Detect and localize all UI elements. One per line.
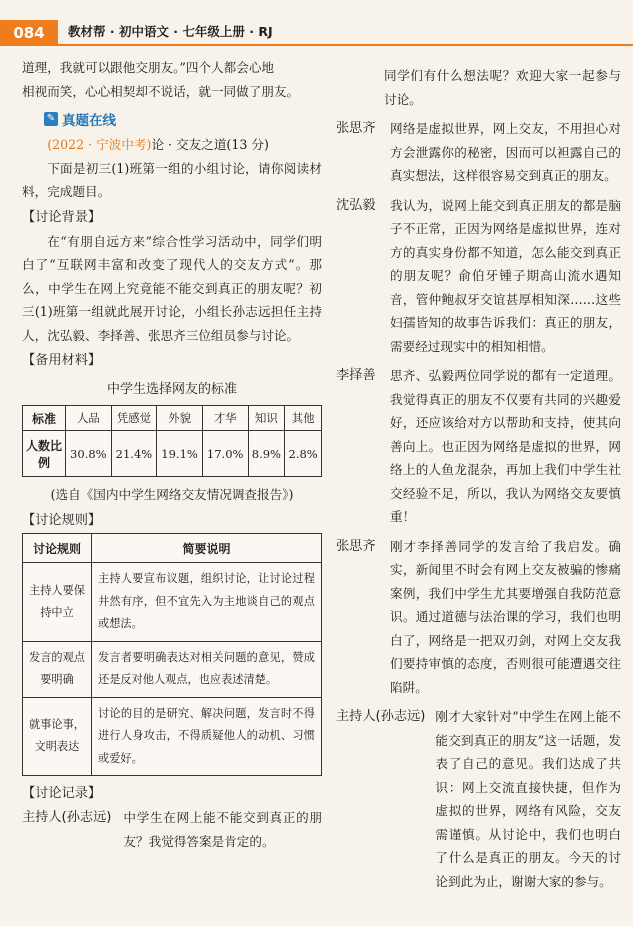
table-row (23, 431, 322, 477)
table-row (23, 406, 322, 431)
speaker-name: 张思齐 (336, 121, 376, 136)
table-row (23, 641, 322, 697)
intro-line-2: 相视而笑，心心相契却不说话，就一同做了朋友。 (22, 83, 300, 99)
speaker-text: 思齐、弘毅两位同学说的都有一定道理。我觉得真正的朋友不仅要有共同的兴趣爱好，还应该给对方以帮助和支持，使其向善向上。也正因为网络是虚拟的世界，网络上的人鱼龙混杂，再加上我们中学生社交经验不足，所以，我认为网络交友要慎重！ (390, 368, 621, 524)
table-header-cell: 才华 (202, 406, 248, 431)
speaker-name: 主持人(孙志远) (336, 709, 426, 724)
rules-head-desc: 简要说明 (92, 534, 322, 563)
table-row (23, 697, 322, 776)
problem-source: (2022 · 宁波中考) (47, 137, 152, 152)
speaker-text: 刚才李择善同学的发言给了我启发。确实，新闻里不时会有网上交友被骗的惨痛案例，我们中学生尤其要增强自我防范意识。通过道德与法治课的学习，我们也明白了，网络是一把双刃剑，对网上交友我们要持审慎的态度，否则很可能遭遇交往陷阱。 (390, 538, 621, 695)
problem-title: 论 · 交友之道(13 分) (151, 137, 269, 152)
rule-name: 主持人要保持中立 (23, 563, 92, 642)
speaker-name: 沈弘毅 (336, 197, 376, 213)
rule-name: 发言的观点要明确 (23, 641, 92, 697)
table-value-cell: 17.0% (202, 431, 248, 477)
background-text: 在“有朋自远方来”综合性学习活动中，同学们明白了“互联网丰富和改变了现代人的交友方式”。那么，中学生在网上究竟能不能交到真正的朋友呢？初三(1)班第一组就此展开讨论，小组长孙志远担任主持人，沈弘毅、李择善、张思齐三位组员参与讨论。 (22, 233, 322, 343)
page-header (0, 0, 633, 46)
left-column (22, 56, 322, 853)
table-row (23, 534, 322, 563)
section-icon: ✎ (44, 112, 58, 126)
speaker-name: 张思齐 (336, 538, 376, 554)
rule-name: 就事论事，文明表达 (23, 697, 92, 776)
discussion-rules-table (22, 533, 322, 776)
speaker-block (336, 194, 621, 359)
speaker-name: 李择善 (336, 368, 376, 383)
table-value-cell: 8.9% (248, 431, 285, 477)
rules-header: 【讨论规则】 (22, 513, 102, 528)
table-source-note: (选自《国内中学生网络交友情况调查报告》) (50, 487, 294, 502)
rule-desc: 发言者要明确表达对相关问题的意见，赞成还是反对他人观点，也应表述清楚。 (92, 641, 322, 697)
friend-criteria-table (22, 405, 322, 477)
table-value-cell: 2.8% (285, 431, 322, 477)
speaker-text: 中学生在网上能不能交到真正的朋友？我觉得答案是肯定的。 (123, 810, 322, 849)
host-closing (336, 705, 621, 893)
speaker-block (336, 364, 621, 529)
background-header: 【讨论背景】 (22, 209, 102, 225)
speaker-text: 网络是虚拟世界，网上交友，不用担心对方会泄露你的秘密，因而可以袒露自己的真实想法，这样很容易交到真正的朋友。 (390, 121, 621, 183)
table-header-cell: 外貌 (157, 406, 203, 431)
problem-task: 下面是初三(1)班第一组的小组讨论，请你阅读材料，完成题目。 (22, 160, 322, 199)
section-heading (44, 109, 322, 129)
speaker-block (336, 117, 621, 188)
speaker-block (336, 535, 621, 700)
host-opening (22, 806, 322, 853)
table-header-cell: 人品 (66, 406, 112, 431)
rule-desc: 讨论的目的是研究、解决问题，发言时不得进行人身攻击，不得质疑他人的动机、习惯或爱好。 (92, 697, 322, 776)
table-label-ratio: 人数比例 (23, 431, 66, 477)
table-header-cell: 知识 (248, 406, 285, 431)
table-row (23, 563, 322, 642)
speaker-name: 主持人(孙志远) (22, 810, 112, 825)
table-value-cell: 30.8% (66, 431, 112, 477)
speaker-text: 刚才大家针对“中学生在网上能不能交到真正的朋友”这一话题，发表了自己的意见。我们达成了共识：网上交流直接快捷，但作为虚拟的世界，网络有风险，交友需谨慎。从讨论中，我们也明白了什么是真正的朋友。今天的讨论到此为止，谢谢大家的参与。 (435, 709, 621, 889)
speaker-text: 我认为，说网上能交到真正朋友的都是脑子不正常，正因为网络是虚拟世界，连对方的真实身份都不知道，怎么能交到真正的朋友呢？俞伯牙锺子期高山流水遇知音，管仲鲍叔牙交谊甚厚相知深……这些妇孺皆知的故事告诉我们：真正的朋友，需要经过现实中的相知相惜。 (390, 197, 621, 354)
book-title: 教材帮 · 初中语文 · 七年级上册 · RJ (68, 24, 273, 39)
table-header-cell: 凭感觉 (111, 406, 157, 431)
page-number: 084 (0, 20, 58, 46)
table-label-criteria: 标准 (23, 406, 66, 431)
material-header: 【备用材料】 (22, 353, 102, 368)
table-value-cell: 21.4% (111, 431, 157, 477)
rules-head-rule: 讨论规则 (23, 534, 92, 563)
right-column (336, 64, 621, 893)
table-value-cell: 19.1% (157, 431, 203, 477)
record-header: 【讨论记录】 (22, 786, 102, 801)
header-rule (58, 44, 633, 46)
section-title: 真题在线 (62, 113, 116, 129)
rule-desc: 主持人要宣布议题，组织讨论，让讨论过程井然有序，但不宜先入为主地谈自己的观点或想法。 (92, 563, 322, 642)
problem-heading (22, 133, 322, 157)
table-title: 中学生选择网友的标准 (106, 382, 237, 397)
host-opening-cont: 同学们有什么想法呢？欢迎大家一起参与讨论。 (384, 68, 621, 107)
table-header-cell: 其他 (285, 406, 322, 431)
intro-line-1: 道理，我就可以跟他交朋友。”四个人都会心地 (22, 60, 275, 75)
